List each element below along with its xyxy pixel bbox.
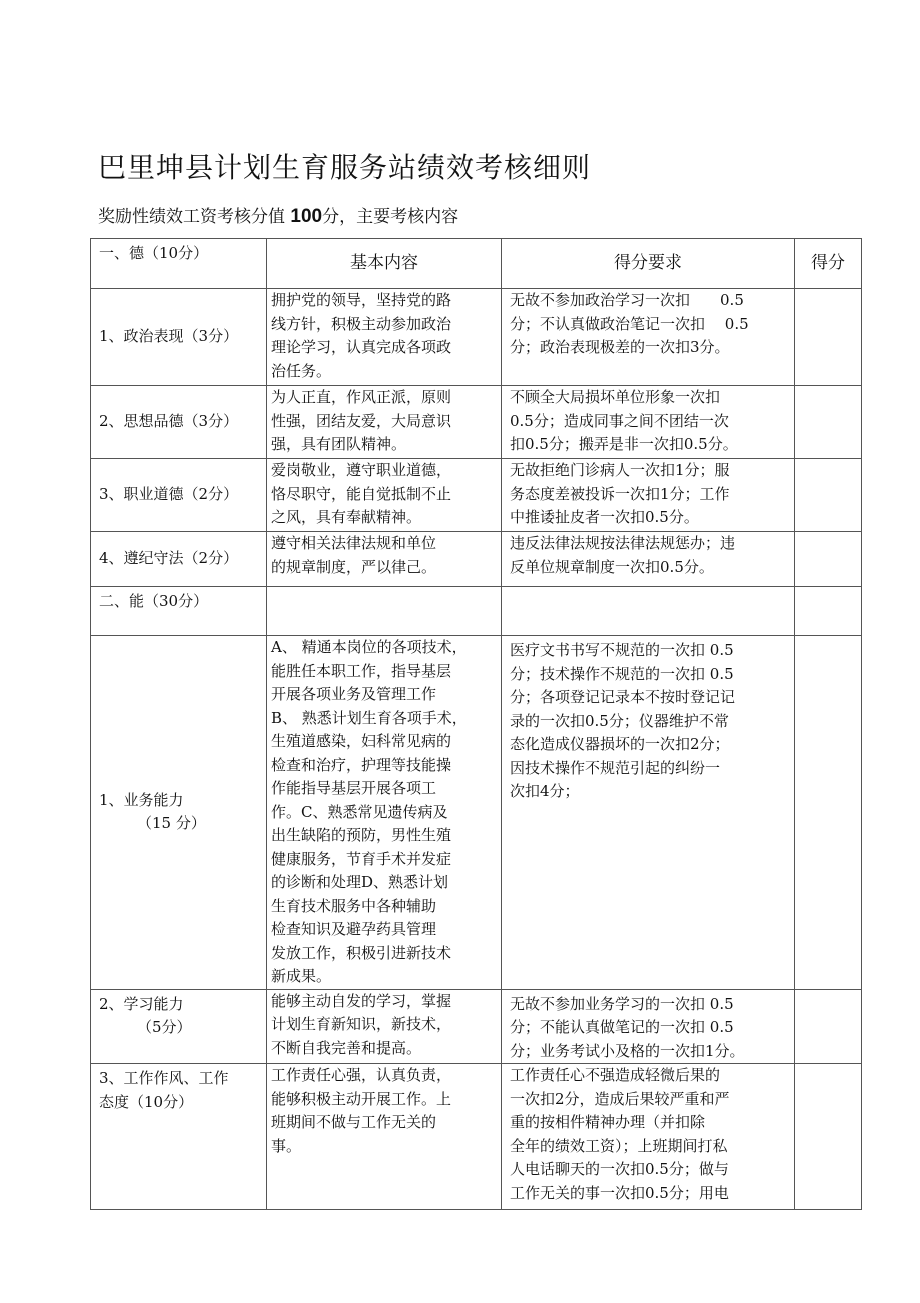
basic-cell: A、 精通本岗位的各项技术， 能胜任本职工作，指导基层 开展各项业务及管理工作 B、 熟悉计划生育各项手术， 生殖道感染，妇科常见病的 检查和治疗，护理等技能操 作能指导基层开展各项工 作。C、熟悉常见遗传病及 出生缺陷的预防，男性生殖 健康服务，节育手术并发症 的诊断和处理D、熟悉计划 生育技术服务中各种辅助 检查知识及避孕药具管理 发放工作，积极引进新技术 新成果。 [267, 636, 502, 990]
requirement-cell: 无故拒绝门诊病人一次扣1分；服 务态度差被投诉一次扣1分；工作 中推诿扯皮者一次扣0.5分。 [502, 459, 795, 532]
score-cell [795, 1064, 862, 1210]
table-row [91, 1064, 862, 1210]
requirement-cell: 无故不参加业务学习的一次扣 0.5 分；不能认真做笔记的一次扣 0.5 分；业务考试小及格的一次扣1分。 [502, 989, 795, 1064]
subtitle-value: 100 [290, 206, 323, 227]
score-cell [795, 636, 862, 990]
subtitle-suffix: 分，主要考核内容 [322, 207, 459, 227]
table-row [91, 989, 862, 1064]
score-cell [795, 532, 862, 587]
basic-cell: 遵守相关法律法规和单位 的规章制度，严以律己。 [267, 532, 502, 587]
requirement-cell: 工作责任心不强造成轻微后果的 一次扣2分，造成后果较严重和严 重的按相件精神办理（并扣除 全年的绩效工资）；上班期间打私 人电话聊天的一次扣0.5分；做与 工作无关的事一次扣0.5分；用电 [502, 1064, 795, 1210]
page-title: 巴里坤县计划生育服务站绩效考核细则 [98, 151, 592, 184]
table-row [91, 532, 862, 587]
item-cell [91, 989, 267, 1064]
basic-cell: 拥护党的领导，坚持党的路 线方针，积极主动参加政治 理论学习，认真完成各项政 治任务。 [267, 289, 502, 386]
table-row [91, 289, 862, 386]
basic-cell: 能够主动自发的学习，掌握 计划生育新知识，新技术， 不断自我完善和提高。 [267, 989, 502, 1064]
item-label: 2、学习能力 [99, 994, 184, 1013]
table-row [91, 386, 862, 459]
basic-cell: 工作责任心强，认真负责， 能够积极主动开展工作。上 班期间不做与工作无关的 事。 [267, 1064, 502, 1210]
requirement-cell: 医疗文书书写不规范的一次扣 0.5 分；技术操作不规范的一次扣 0.5 分；各项登记记录本不按时登记记 录的一次扣0.5分；仪器维护不常 态化造成仪器损坏的一次扣2分； 因技术操作不规范引起的纠纷一 次扣4分； [502, 636, 795, 990]
table-row [91, 636, 862, 990]
item-cell: 1、政治表现（3分） [91, 289, 267, 386]
subtitle-prefix: 奖励性绩效工资考核分值 [98, 207, 285, 227]
item-points: （15 分） [137, 814, 206, 833]
score-cell [795, 289, 862, 386]
assessment-table [90, 238, 862, 1210]
score-cell [795, 386, 862, 459]
item-cell: 4、遵纪守法（2分） [91, 532, 267, 587]
table-row [91, 459, 862, 532]
header-requirement: 得分要求 [502, 239, 795, 289]
section-row [91, 587, 862, 636]
table-header-row [91, 239, 862, 289]
requirement-cell: 不顾全大局损坏单位形象一次扣 0.5分；造成同事之间不团结一次 扣0.5分；搬弄是非一次扣0.5分。 [502, 386, 795, 459]
item-points: （5分） [137, 1018, 192, 1036]
section-heading: 二、能（30分） [91, 587, 267, 636]
score-cell [795, 989, 862, 1064]
item-cell: 2、思想品德（3分） [91, 386, 267, 459]
requirement-cell: 无故不参加政治学习一次扣 0.5 分；不认真做政治笔记一次扣 0.5 分；政治表现极差的一次扣3分。 [502, 289, 795, 386]
header-score: 得分 [795, 239, 862, 289]
header-basic: 基本内容 [267, 239, 502, 289]
basic-cell: 爱岗敬业，遵守职业道德， 恪尽职守，能自觉抵制不止 之风，具有奉献精神。 [267, 459, 502, 532]
item-cell [91, 636, 267, 990]
score-cell [795, 587, 862, 636]
page-subtitle [98, 202, 458, 228]
basic-cell [267, 587, 502, 636]
item-cell: 3、职业道德（2分） [91, 459, 267, 532]
header-category: 一、德（10分） [91, 239, 267, 289]
item-label: 1、业务能力 [99, 790, 184, 809]
item-cell: 3、工作作风、工作 态度（10分） [91, 1064, 267, 1210]
score-cell [795, 459, 862, 532]
basic-cell: 为人正直，作风正派，原则 性强，团结友爱，大局意识 强，具有团队精神。 [267, 386, 502, 459]
requirement-cell [502, 587, 795, 636]
requirement-cell: 违反法律法规按法律法规惩办；违 反单位规章制度一次扣0.5分。 [502, 532, 795, 587]
